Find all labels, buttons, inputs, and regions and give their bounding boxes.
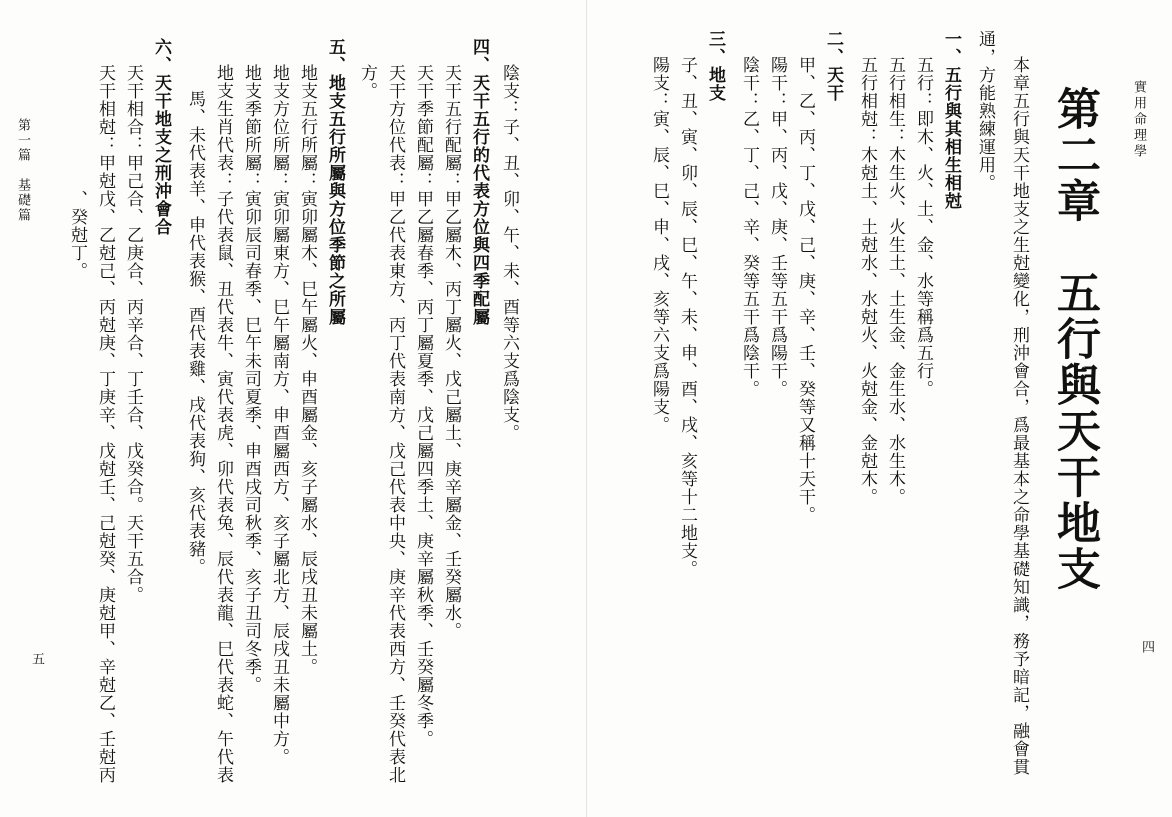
section-heading-1: 一、五行與其相生相尅 [941,30,961,210]
section5-line-5: 馬、未代表羊、申代表猴、酉代表雞、戌代表狗、亥代表豬。 [185,90,205,576]
intro-line-1: 本章五行與天干地支之生尅變化，刑沖會合，爲最基本之命學基礎知識，務予暗記，融會貫 [1009,56,1029,776]
section2-line-2: 陽干：甲、丙、戊、庚、壬等五干爲陽干。 [767,56,787,398]
section1-line-3: 五行相尅：木尅土、土尅水、水尅火、火尅金、金尅木。 [857,56,877,506]
section6-line-2: 天干相尅：甲尅戊、乙尅己、丙尅庚、丁庚辛、戊尅壬、己尅癸、庚尅甲、辛尅乙、壬尅丙 [95,64,115,784]
section5-line-3: 地支季節所屬：寅卯辰司春季、巳午未司夏季、申酉戌司秋季、亥子丑司冬季。 [241,64,261,694]
chapter-title: 第二章 五行與天干地支 [1049,86,1100,592]
section2-line-1: 甲、乙、丙、丁、戊、己、庚、辛、壬、癸等又稱十天干。 [795,56,815,524]
section-heading-4: 四、天干五行的代表方位與四季配屬 [469,38,489,326]
section3-line-1: 子、丑、寅、卯、辰、巳、午、未、申、酉、戌、亥等十二地支。 [677,56,697,578]
running-header: 實用命理學 [1131,80,1146,160]
section6-line-1: 天干相合：甲己合、乙庚合、丙辛合、丁壬合、戊癸合。天干五合。 [123,64,143,604]
section-heading-6: 六、天干地支之刑沖會合 [151,38,171,236]
section4-line-3: 天干方位代表：甲乙代表東方、丙丁代表南方、戊己代表中央、庚辛代表西方、壬癸代表北 [385,64,405,784]
section2-line-3: 陰干：乙、丁、己、辛、癸等五干爲陰干。 [739,56,759,398]
section5-line-4: 地支生肖代表：子代表鼠、丑代表牛、寅代表虎、卯代表兔、辰代表龍、巳代表蛇、午代表 [213,64,233,784]
section5-line-2: 地支方位所屬：寅卯屬東方、巳午屬南方、申酉屬西方、亥子屬北方、辰戌丑未屬中方。 [269,64,289,766]
page-number-right: 四 [1139,640,1154,654]
section1-line-2: 五行相生：木生火、火生土、土生金、金生水、水生木。 [885,56,905,506]
page-number-left: 五 [29,652,44,666]
section3-line-2: 陽支：寅、辰、巳、申、戌、亥等六支爲陽支。 [649,56,669,434]
footer-section-label: 第一篇 基礎篇 [15,118,30,223]
section1-line-1: 五行：即木、火、土、金、水等稱爲五行。 [913,56,933,398]
section-heading-2: 二、天干 [823,30,843,102]
continuation-line: 陰支：子、丑、卯、午、未、酉等六支爲陰支。 [499,64,519,442]
section5-line-1: 地支五行所屬：寅卯屬木、巳午屬火、申酉屬金、亥子屬水、辰戌丑未屬土。 [297,64,317,676]
section-heading-5: 五、地支五行所屬與方位季節之所屬 [325,38,345,326]
page-spine [586,0,587,817]
section4-line-2: 天干季節配屬：甲乙屬春季、丙丁屬夏季、戊己屬四季土、庚辛屬秋季、壬癸屬冬季。 [413,64,433,748]
section4-line-1: 天干五行配屬：甲乙屬木、丙丁屬火、戊己屬土、庚辛屬金、壬癸屬水。 [441,64,461,640]
section-heading-3: 三、地支 [705,30,725,102]
section6-line-3: 、癸尅丁。 [67,190,87,280]
intro-line-2: 通，方能熟練運用。 [975,30,995,192]
section4-line-4: 方。 [357,64,377,100]
